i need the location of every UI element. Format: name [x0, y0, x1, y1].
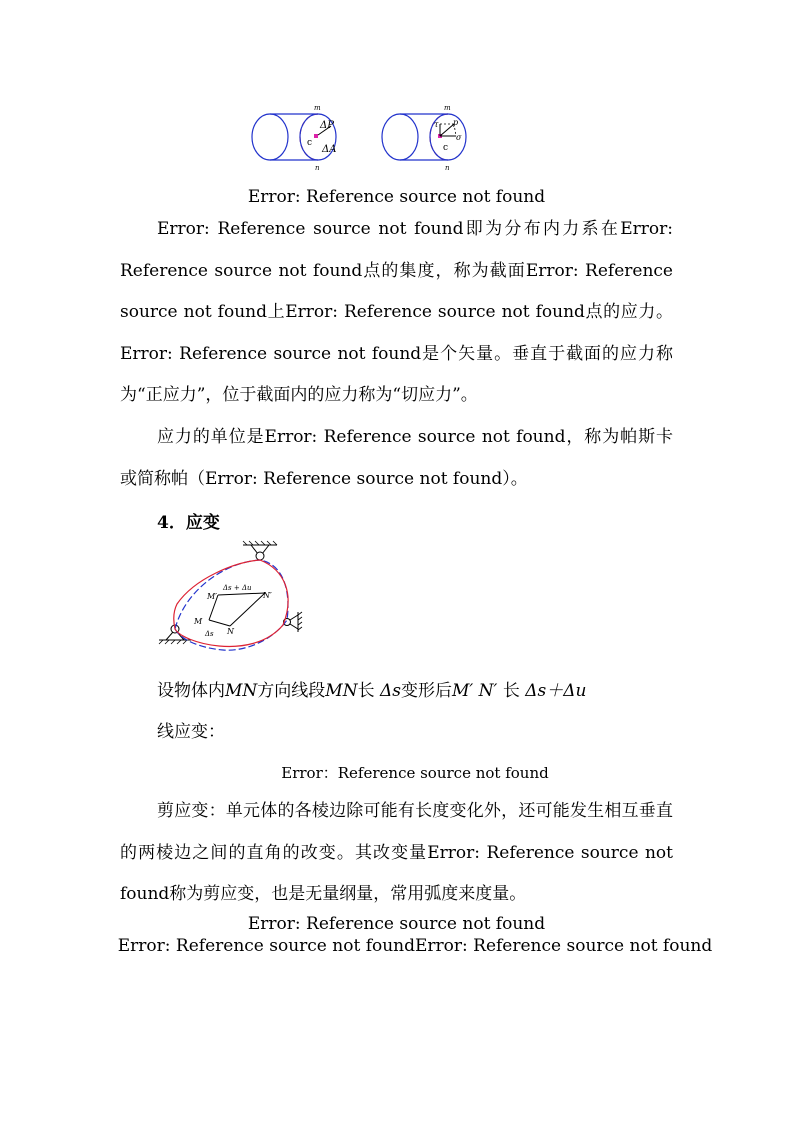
- line1-mn-1: MN: [225, 681, 258, 701]
- stress-unit-paragraph: 应力的单位是Error: Reference source not found，称为帕斯卡或简称帕（Error: Reference source not found）。: [120, 427, 673, 489]
- label-ds: Δs: [205, 630, 214, 638]
- segment-mn-prime: [218, 593, 265, 595]
- label-n-left: n: [315, 164, 320, 172]
- line1-text-3: 长: [357, 681, 375, 701]
- label-sigma: σ: [456, 133, 462, 142]
- shear-strain-formula-2: Error: Reference source not foundError: Reference source not found: [117, 936, 713, 956]
- line1-ds: Δs: [380, 681, 402, 701]
- stress-cylinders-figure: [240, 100, 480, 180]
- shear-strain-paragraph: 剪应变：单元体的各棱边除可能有长度变化外，还可能发生相互垂直的两棱边之间的直角的改变。其改变量Error: Reference source not found称为剪应变，也是无量纲量，常用弧度来度量。: [120, 801, 673, 904]
- shear-strain-formula-1: Error: Reference source not found: [247, 914, 546, 934]
- line1-text-2: 方向线段: [257, 681, 326, 701]
- label-p: p: [453, 118, 459, 127]
- original-body-outline: [175, 560, 288, 650]
- line1-mn-2: MN: [325, 681, 358, 701]
- label-c-right: c: [443, 143, 449, 153]
- label-m-right: m: [444, 104, 451, 112]
- label-m-left: m: [314, 104, 321, 112]
- line1-text-5: 长: [502, 681, 520, 701]
- label-delta-p: ΔP: [320, 120, 334, 131]
- label-n-prime: N′: [263, 591, 272, 600]
- stress-definition-paragraph: Error: Reference source not found即为分布内力系在Error: Reference source not found点的集度，称为截面Error: Reference source not found上Error: Reference source not found点的应力。Error: Reference source not found是个矢量。垂直于截面的应力称为“正应力”，位于截面内的应力称为“切应力”。: [120, 219, 673, 405]
- figure-caption: Error: Reference source not found: [247, 187, 546, 207]
- label-m: M: [194, 617, 203, 626]
- label-delta-a: ΔA: [322, 144, 337, 155]
- section-heading: 4．应变: [157, 513, 220, 533]
- line1-mn-prime: M′ N′: [452, 681, 498, 701]
- label-tau: τ: [434, 120, 439, 129]
- label-n: N: [227, 627, 234, 636]
- label-c-left: c: [307, 138, 313, 148]
- strain-deformation-figure: [155, 540, 305, 655]
- line1-text-4: 变形后: [401, 681, 453, 701]
- label-m-prime: M′: [207, 592, 218, 601]
- segment-mn: [209, 620, 230, 626]
- segment-description-line: [157, 676, 586, 701]
- label-n-right: n: [445, 164, 450, 172]
- top-support: [243, 541, 277, 560]
- line1-text-1: 设物体内: [157, 681, 225, 701]
- linear-strain-label: 线应变：: [157, 722, 225, 742]
- linear-strain-formula: Error：Reference source not found: [281, 764, 549, 782]
- label-ds-du: Δs + Δu: [223, 584, 252, 592]
- line1-ds-du: Δs＋Δu: [525, 681, 587, 701]
